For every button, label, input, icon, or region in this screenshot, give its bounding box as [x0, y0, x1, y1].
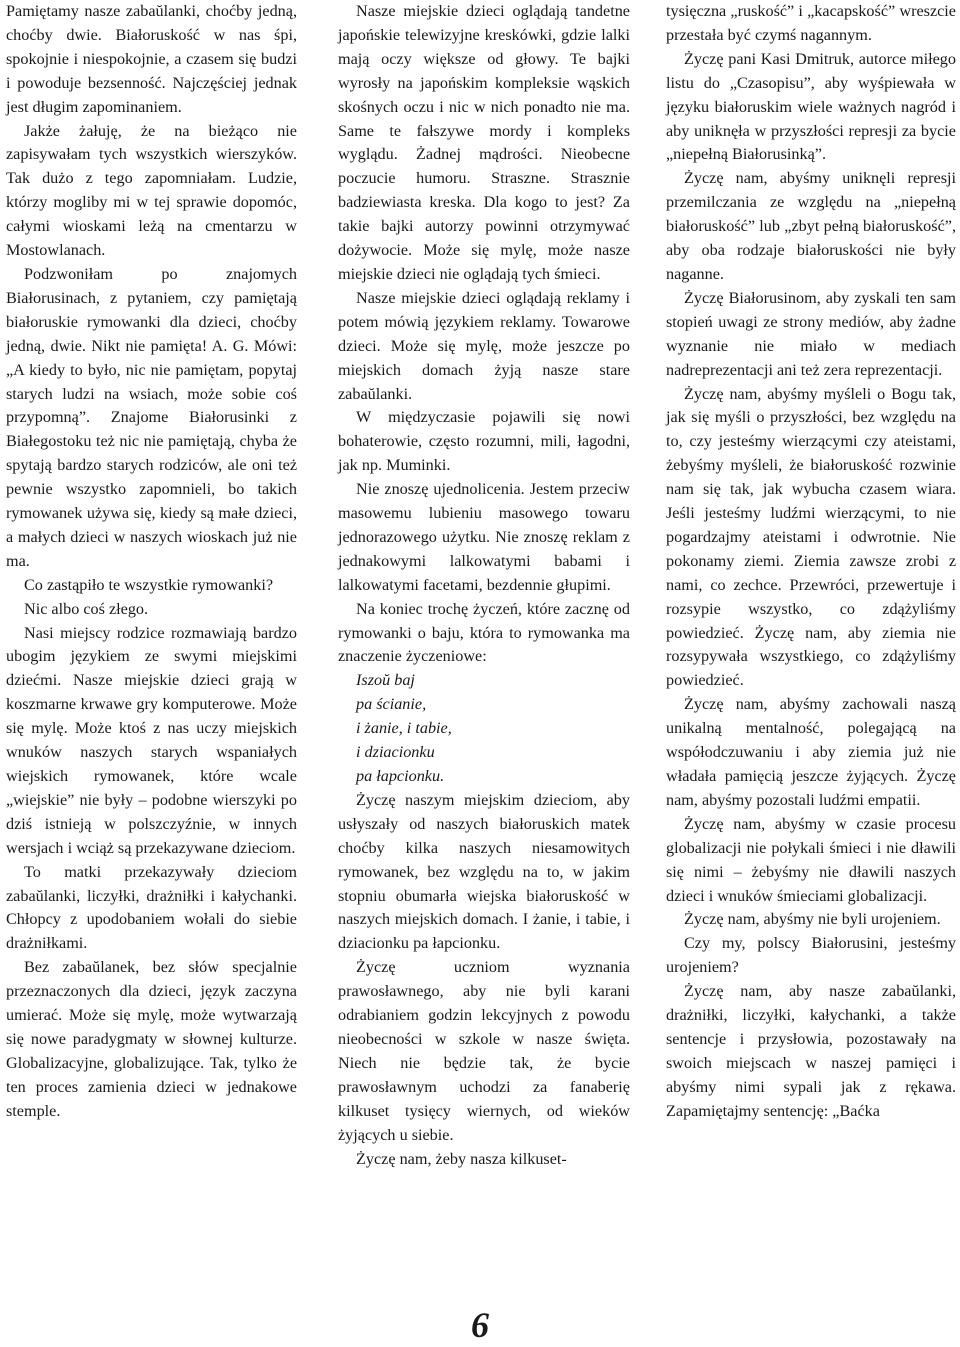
- text-column-2: [338, 0, 630, 1171]
- paragraph: Nasze miejskie dzieci oglądają tandetne japońskie telewizyjne kreskówki, gdzie lalki mają oczy większe od głowy. Te bajki wyrosły na japońskim kompleksie wąskich skośnych oczu i nic w nich ponadto nie ma. Same te fałszywe mordy i kompleks wyglądu. Żadnej mądrości. Nieobecne poczucie humoru. Straszne. Strasznie badziewiasta kreska. Dla kogo to jest? Za takie bajki autorzy powinni otrzymywać dożywocie. Może się mylę, może nasze miejskie dzieci nie oglądają tych śmieci.: [338, 2, 630, 283]
- paragraph: Nie znoszę ujednolicenia. Jestem przeciw masowemu lubieniu masowego towaru jednorazowego użytku. Nie znoszę reklam z jednakowymi lalkowatymi babami i lalkowatymi facetami, bezdennie głupimi.: [338, 480, 630, 594]
- poem: [338, 669, 630, 789]
- paragraph: Nic albo coś złego.: [24, 599, 149, 618]
- paragraph: Życzę uczniom wyznania prawosławnego, aby nie byli karani odrabianiem godzin lekcyjnych z powodu nieobecności w szkole w nasze święta. Niech nie będzie tak, że bycie prawosławnym uchodzi za fanaberię kilkuset tysięcy wiernych, od wieków żyjących u siebie.: [338, 958, 630, 1144]
- paragraph: tysięczna „ruskość” i „kacapskość” wreszcie przestała być czymś nagannym.: [666, 2, 956, 44]
- paragraph: Podzwoniłam po znajomych Białorusinach, z pytaniem, czy pamiętają białoruskie rymowanki dla dzieci, choćby jedną, dwie. Nikt nie pamięta! A. G. Mówi: „A kiedy to było, nic nie pamiętam, popytaj starych ludzi na wsiach, może sobie coś przypomną”. Znajome Białorusinki z Białegostoku też nic nie pamiętają, chyba że spytają bardzo starych rodziców, ale oni też pewnie wszystko zapomnieli, bo takich rymowanek używa się, kiedy są małe dzieci, a małych dzieci w naszych wioskach już nie ma.: [6, 264, 297, 570]
- paragraph: Czy my, polscy Białorusini, jesteśmy urojeniem?: [666, 934, 956, 977]
- poem-line: pa łapcionku.: [356, 767, 445, 785]
- paragraph: Bez zabaŭlanek, bez słów specjalnie przeznaczonych dla dzieci, język zaczyna umierać. Może się mylę, może wytwarzają się nowe paradygmaty w słownej kulturze. Globalizacyjne, globalizujące. Tak, tylko że ten proces zamienia dzieci w jednakowe stemple.: [6, 958, 297, 1120]
- paragraph: Nasi miejscy rodzice rozmawiają bardzo ubogim językiem ze swymi miejskimi dziećmi. Nasze miejskie dzieci grają w koszmarne krwawe gry komputerowe. Może się mylę. Może ktoś z nas uczy miejskich wnuków naszych starych wspaniałych wiejskich rymowanek, które wcale „wiejskie” nie były – podobne wierszyki po dziś istnieją w polszczyźnie, w innych wersjach i wciąż są przekazywane dzieciom.: [6, 623, 297, 857]
- paragraph: Jakże żałuję, że na bieżąco nie zapisywałam tych wszystkich wierszyków. Tak dużo z tego zapomniałam. Ludzie, którzy mogliby mi w tej sprawie dopomóc, całymi wioskami leżą na cmentarzu w Mostowlanach.: [6, 121, 297, 260]
- paragraph: Życzę nam, abyśmy myśleli o Bogu tak, jak się myśli o przyszłości, bez względu na to, czy jesteśmy wierzącymi czy ateistami, żebyśmy myśleli, że białoruskość rozwinie nam się tak, jak wybucha czasem wiara. Jeśli jesteśmy ludźmi wierzącymi, to nie pogardzajmy ateistami i odwrotnie. Nie pokonamy ziemi. Ziemia zawsze zrobi z nami, co zechce. Przewróci, przewertuje i rozsypie wszystko, co zdążyliśmy powiedzieć. Życzę nam, aby ziemia nie rozsypywała wszystkiego, co zdążyliśmy powiedzieć.: [666, 384, 956, 690]
- paragraph: Nasze miejskie dzieci oglądają reklamy i potem mówią językiem reklamy. Towarowe dzieci. Może się mylę, może jeszcze po miejskich domach żyją nasze stare zabaŭlanki.: [338, 288, 630, 403]
- paragraph: Co zastąpiło te wszystkie rymowanki?: [24, 575, 274, 594]
- text-column-1: [6, 0, 297, 1124]
- paragraph: Życzę nam, żeby nasza kilkuset-: [356, 1149, 567, 1168]
- paragraph: W międzyczasie pojawili się nowi bohaterowie, często rozumni, mili, łagodni, jak np. Muminki.: [338, 408, 630, 475]
- paragraph: To matki przekazywały dzieciom zabaŭlanki, liczyłki, drażniłki i kałychanki. Chłopcy z upodobaniem wołali do siebie drażniłkami.: [6, 862, 297, 953]
- paragraph: Życzę nam, abyśmy uniknęli represji przemilczania ze względu na „niepełną białoruskość” lub „zbyt pełną białoruskość”, aby oba rodzaje białoruskości nie były naganne.: [666, 169, 956, 283]
- paragraph: Życzę Białorusinom, aby zyskali ten sam stopień uwagi ze strony mediów, aby żadne wyznanie nie miało w mediach nadreprezentacji ani też zera reprezentacji.: [666, 288, 956, 379]
- poem-line: i żanie, i tabie,: [356, 719, 452, 738]
- paragraph: Życzę pani Kasi Dmitruk, autorce miłego listu do „Czasopisu”, aby wyśpiewała w języku białoruskim wiele ważnych nagród i aby uniknęła w przyszłości represji za bycie „niepełną Białorusinką”.: [666, 49, 956, 164]
- paragraph: Życzę nam, abyśmy nie byli urojeniem.: [684, 910, 941, 929]
- paragraph: Życzę nam, abyśmy zachowali naszą unikalną mentalność, polegającą na współodczuwaniu i aby ziemia już nie władała pamięcią jeszcze żyjących. Życzę nam, abyśmy pozostali ludźmi empatii.: [666, 695, 956, 809]
- page-number: 6: [471, 1305, 489, 1345]
- poem-line: i dziacionku: [356, 743, 435, 762]
- text-column-3: [666, 0, 956, 1124]
- paragraph: Życzę nam, abyśmy w czasie procesu globalizacji nie połykali śmieci i nie dławili się nimi – żebyśmy nie dławili naszych dzieci i wnuków śmieciami globalizacji.: [666, 814, 956, 905]
- poem-line: Iszoŭ baj: [356, 671, 415, 690]
- paragraph: Życzę naszym miejskim dzieciom, aby usłyszały od naszych białoruskich matek choćby kilka naszych niesamowitych rymowanek, bez względu na to, w jakim stopniu obumarła wiejska białoruskość w naszych miejskich domach. I żanie, i tabie, i dziacionku pa łapcionku.: [338, 790, 630, 953]
- paragraph: Życzę nam, aby nasze zabaŭlanki, drażniłki, liczyłki, kałychanki, a także sentencje i przysłowia, pozostawały na swoich miejscach w naszej pamięci i abyśmy nimi sypali jak z rękawa. Zapamiętajmy sentencję: „Baćka: [666, 982, 956, 1120]
- paragraph: Na koniec trochę życzeń, które zacznę od rymowanki o baju, która to rymowanka ma znaczenie życzeniowe:: [338, 599, 630, 666]
- paragraph: Pamiętamy nasze zabaŭlanki, choćby jedną, choćby dwie. Białoruskość w nas śpi, spokojnie i niespokojnie, a czasem się budzi i powoduje bezsenność. Najczęściej jednak jest długim zapominaniem.: [6, 2, 297, 116]
- poem-line: pa ścianie,: [356, 695, 427, 714]
